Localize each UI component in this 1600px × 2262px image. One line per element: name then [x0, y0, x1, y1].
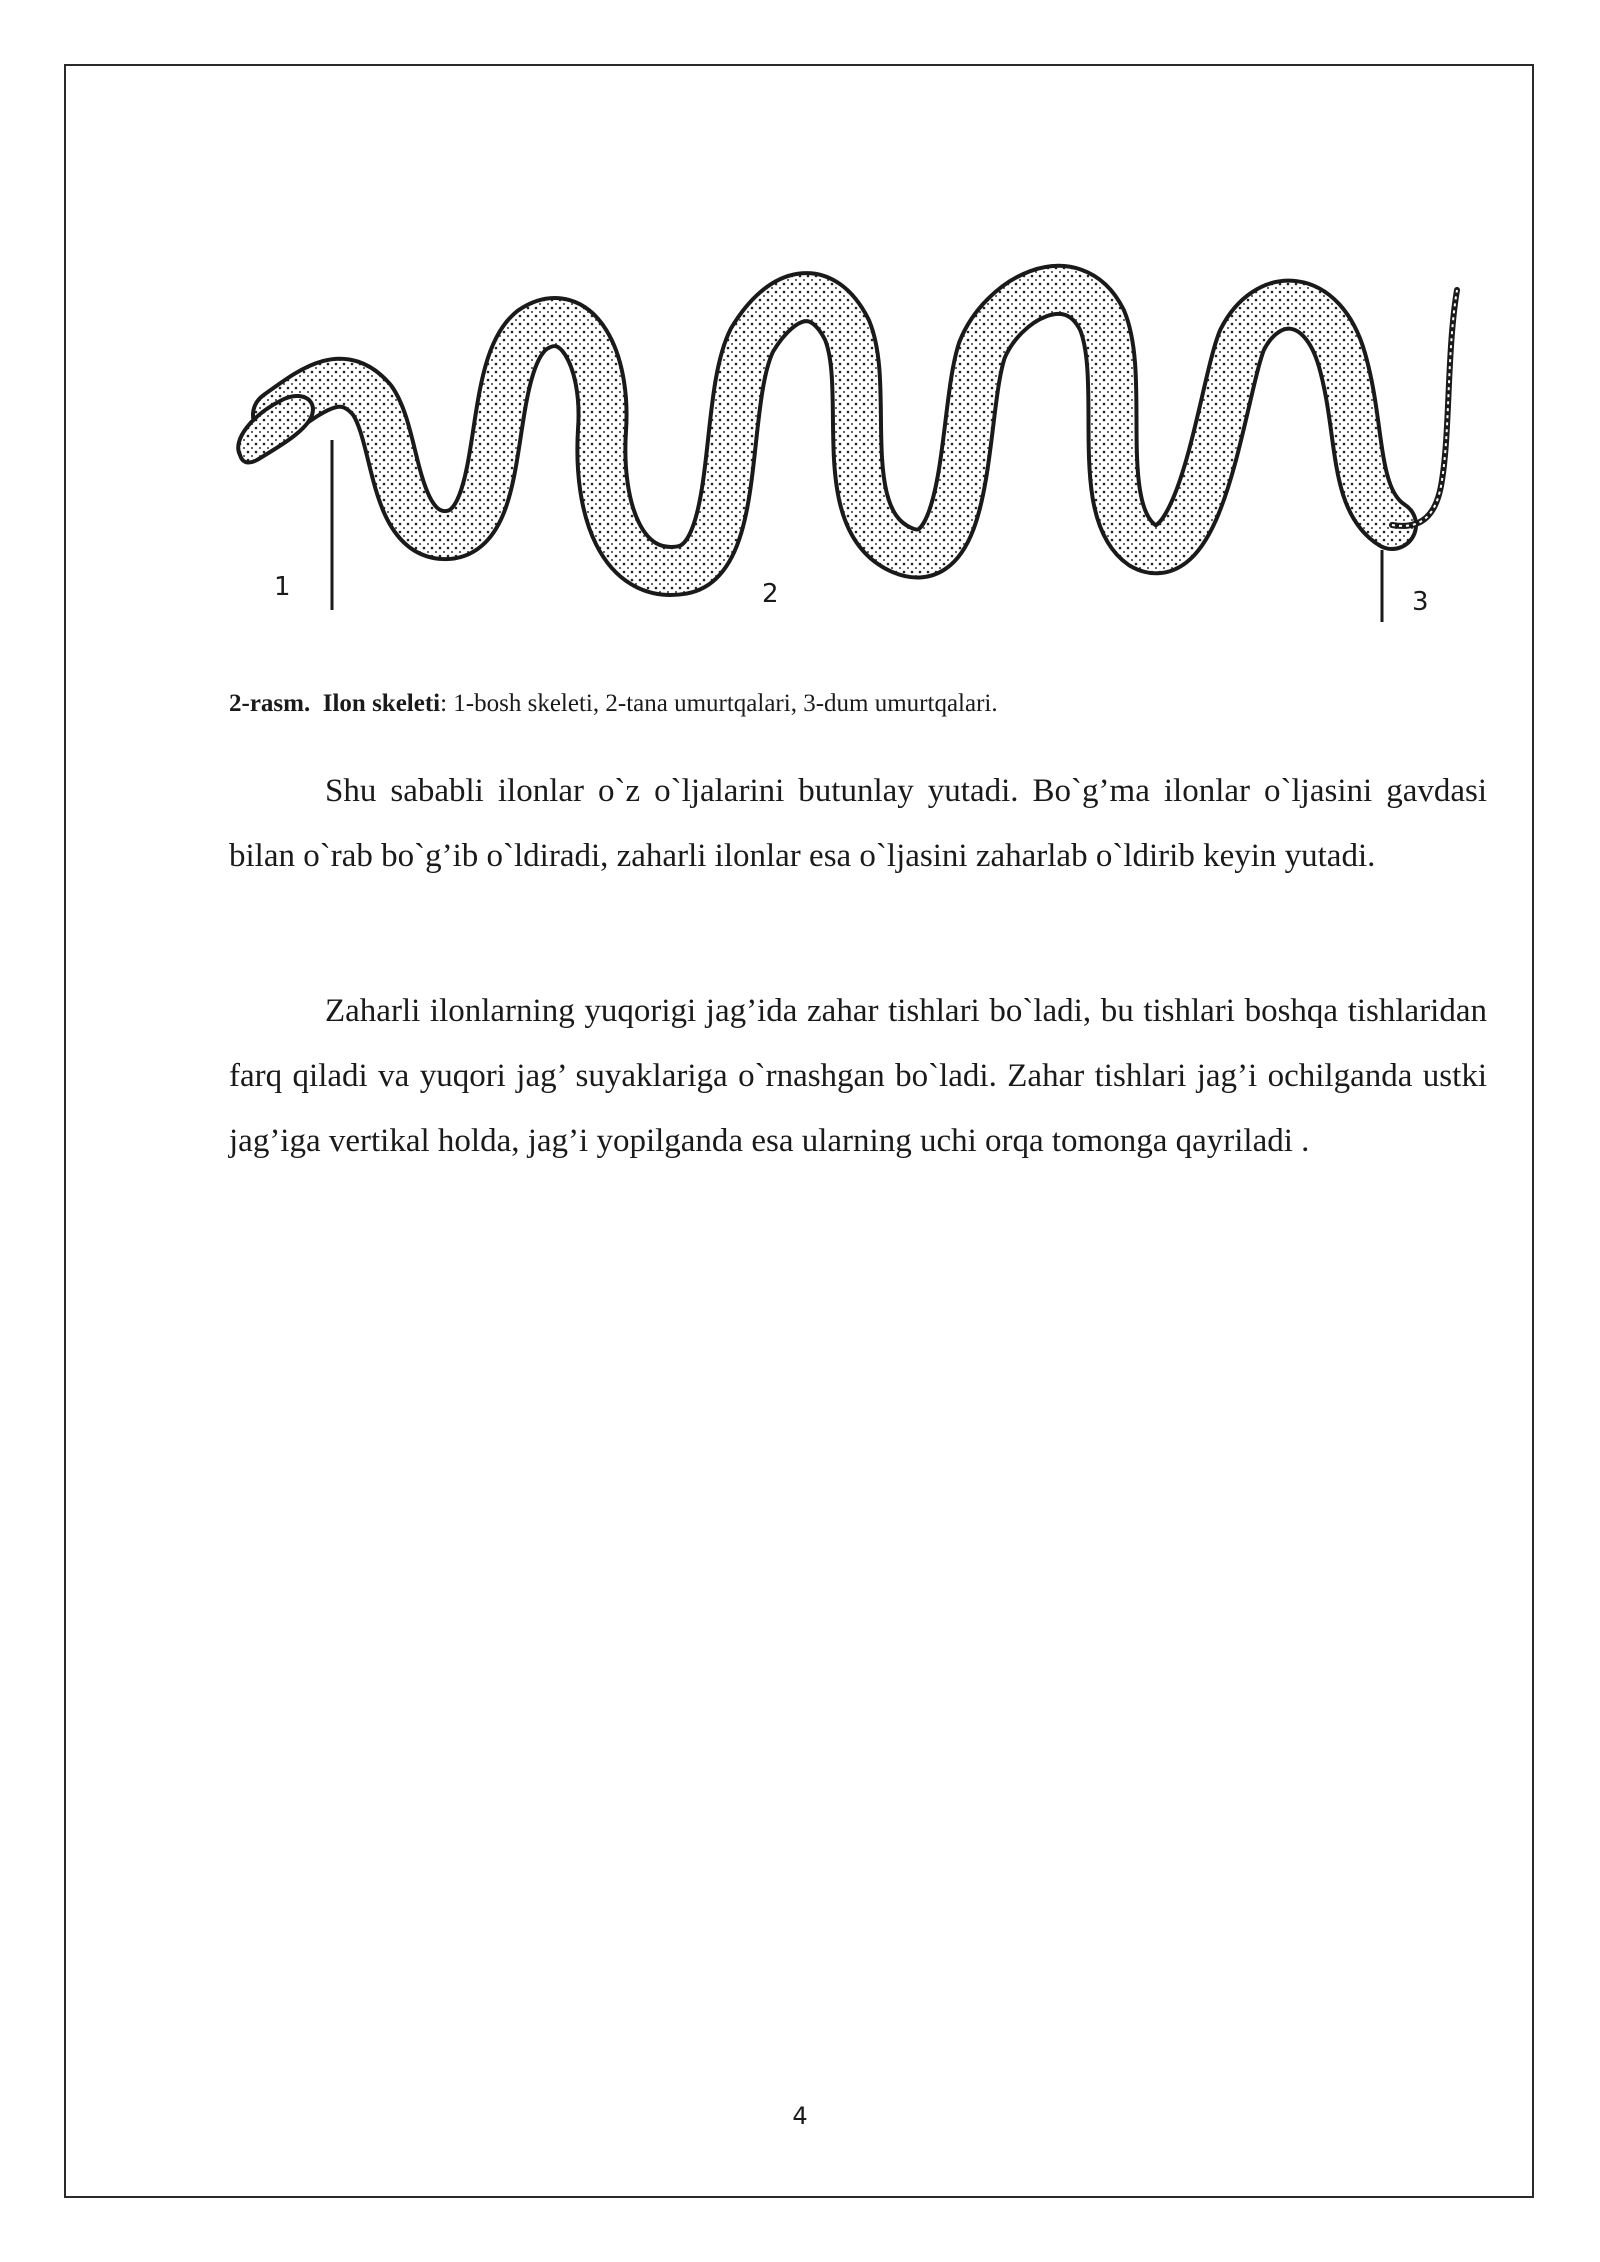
caption-text: : 1-bosh skeleti, 2-tana umurtqalari, 3-dum umurtqalari.: [440, 690, 998, 717]
page-number: 4: [792, 2102, 808, 2130]
caption-title: Ilon skeleti: [322, 690, 441, 717]
figure-caption: [229, 690, 1489, 718]
paragraph-1: Shu sababli ilonlar o`z o`ljalarini butunlay yutadi. Bo`g’ma ilonlar o`ljasini gavdasi bilan o`rab bo`g’ib o`ldiradi, zaharli ilonlar esa o`ljasini zaharlab o`ldirib keyin yutadi.: [229, 773, 1487, 874]
snake-head: [238, 396, 313, 463]
paragraph-2: Zaharli ilonlarning yuqorigi jag’ida zahar tishlari bo`ladi, bu tishlari boshqa tishlaridan farq qiladi va yuqori jag’ suyaklariga o`rnashgan bo`ladi. Zahar tishlari jag’i ochilganda ustki jag’iga vertikal holda, jag’i yopilganda esa ularning uchi orqa tomonga qayriladi .: [229, 993, 1487, 1159]
caption-number: 2-rasm.: [229, 690, 311, 717]
figure-label-3: 3: [1412, 587, 1429, 617]
figure-label-1: 1: [274, 572, 291, 602]
snake-skeleton-figure: [222, 250, 1482, 640]
snake-tail: [1392, 290, 1457, 526]
figure-label-2: 2: [762, 579, 779, 609]
